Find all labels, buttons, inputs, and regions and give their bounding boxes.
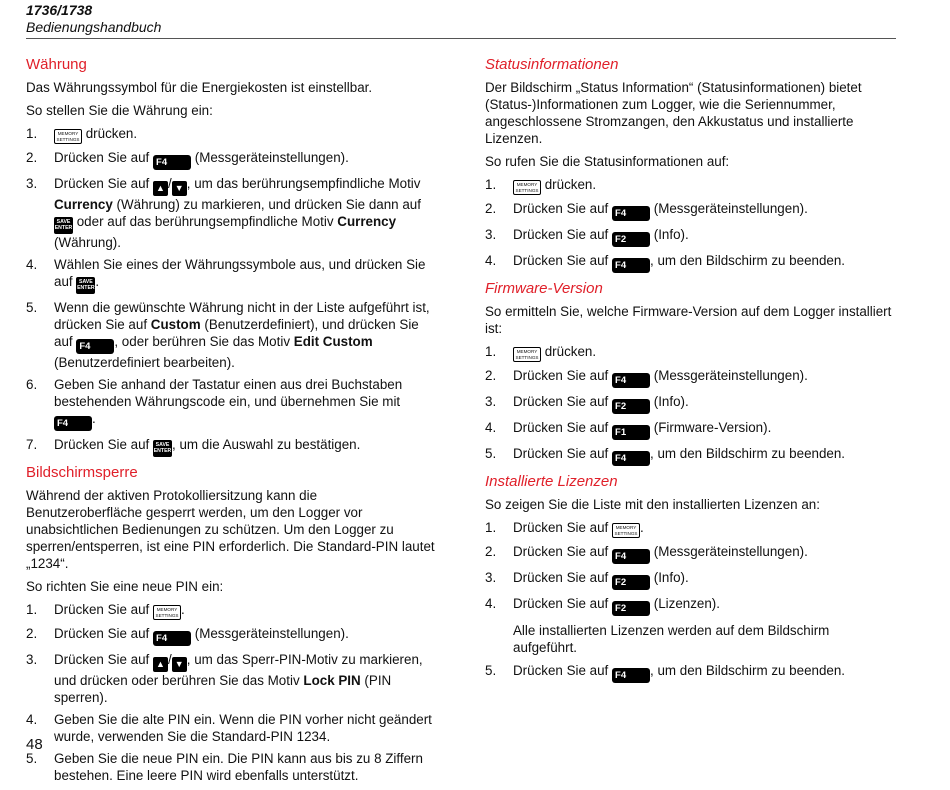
step: 2. Drücken Sie auf F4 (Messgeräteinstellungen). xyxy=(485,544,808,562)
step: 1. MEMORY SETTINGS drücken. xyxy=(485,344,597,360)
memory-settings-key-icon: MEMORY SETTINGS xyxy=(54,129,82,144)
section-firmware-version xyxy=(485,279,895,466)
step: 4. Wählen Sie eines der Währungssymbole aus, und drücken Sie auf SAVE ENTER. xyxy=(26,256,436,294)
down-arrow-key-icon: ▼ xyxy=(172,657,187,672)
step: 2. Drücken Sie auf F4 (Messgeräteinstellungen). xyxy=(485,201,808,219)
heading-statusinformationen: Statusinformationen xyxy=(485,56,619,73)
paragraph: So rufen Sie die Statusinformationen auf: xyxy=(485,154,730,169)
save-enter-key-icon: SAVE ENTER xyxy=(54,217,73,234)
step: 2. Drücken Sie auf F4 (Messgeräteinstellungen). xyxy=(26,150,349,168)
step: 3. Drücken Sie auf ▲ / ▼ , um das Sperr-PIN-Motiv zu markieren, und drücken oder berühren Sie das Motiv Lock PIN (PIN sperren). xyxy=(26,652,423,705)
step: 1. MEMORY SETTINGS drücken. xyxy=(485,177,597,193)
paragraph: So stellen Sie die Währung ein: xyxy=(26,103,213,118)
f4-key-icon: F4 xyxy=(612,451,650,466)
f4-key-icon: F4 xyxy=(76,339,114,354)
save-enter-key-icon: SAVE ENTER xyxy=(76,277,95,294)
heading-bildschirmsperre: Bildschirmsperre xyxy=(26,464,138,481)
step: 5. Wenn die gewünschte Währung nicht in der Liste aufgeführt ist, drücken Sie auf Custom (Benutzerdefiniert), und drücken Sie auf F4 , oder berühren Sie das Motiv Edit Custom (Benutzerdefiniert bearbeiten). xyxy=(26,300,430,370)
f4-key-icon: F4 xyxy=(612,549,650,564)
model-number: 1736/1738 xyxy=(26,2,93,18)
heading-installierte-lizenzen: Installierte Lizenzen xyxy=(485,473,618,490)
f4-key-icon: F4 xyxy=(612,258,650,273)
f2-key-icon: F2 xyxy=(612,575,650,590)
step-list xyxy=(26,601,436,784)
memory-settings-key-icon: MEMORY SETTINGS xyxy=(153,605,181,620)
step: 6. Geben Sie anhand der Tastatur einen aus drei Buchstaben bestehenden Währungscode ein, und übernehmen Sie mit F4 . xyxy=(26,377,403,429)
step: 7. Drücken Sie auf SAVE ENTER, um die Auswahl zu bestätigen. xyxy=(26,436,436,457)
up-arrow-key-icon: ▲ xyxy=(153,181,168,196)
paragraph: Während der aktiven Protokolliersitzung kann die Benutzeroberfläche gesperrt werden, um den Logger vor unabsichtlichen Bedienungen zu schützen. Um den Logger zu sperren/entsperren, ist eine PIN erforderlich. Die Standard-PIN lautet „1234“. xyxy=(26,488,435,571)
step: 1. Drücken Sie auf MEMORY SETTINGS . xyxy=(26,602,185,618)
f2-key-icon: F2 xyxy=(612,399,650,414)
section-waehrung xyxy=(26,55,436,457)
step: 5. Geben Sie die neue PIN ein. Die PIN kann aus bis zu 8 Ziffern bestehen. Eine leere PIN wird ebenfalls unterstützt. xyxy=(26,751,423,783)
section-statusinformationen xyxy=(485,55,895,273)
f4-key-icon: F4 xyxy=(612,373,650,388)
step: 3. Drücken Sie auf F2 (Info). xyxy=(485,570,689,588)
paragraph: So zeigen Sie die Liste mit den installierten Lizenzen an: xyxy=(485,497,820,512)
up-arrow-key-icon: ▲ xyxy=(153,657,168,672)
step: 1. MEMORY SETTINGS drücken. xyxy=(26,126,138,142)
running-header xyxy=(26,2,161,36)
f4-key-icon: F4 xyxy=(153,155,191,170)
step: 4. Geben Sie die alte PIN ein. Wenn die PIN vorher nicht geändert wurde, verwenden Sie die Standard-PIN 1234. xyxy=(26,712,432,744)
step: 3. Drücken Sie auf F2 (Info). xyxy=(485,227,689,245)
f4-key-icon: F4 xyxy=(612,668,650,683)
step: 1. Drücken Sie auf MEMORY SETTINGS . xyxy=(485,520,644,536)
step: 4. Drücken Sie auf F4 , um den Bildschirm zu beenden. xyxy=(485,253,846,271)
memory-settings-key-icon: MEMORY SETTINGS xyxy=(513,180,541,195)
f2-key-icon: F2 xyxy=(612,232,650,247)
section-installierte-lizenzen xyxy=(485,472,895,683)
section-bildschirmsperre xyxy=(26,463,436,784)
paragraph: Der Bildschirm „Status Information“ (Statusinformationen) bietet (Status-)Informationen zum Logger, wie die Seriennummer, angeschlossene Stromzangen, den Akkustatus und installierte Lizenzen. xyxy=(485,80,862,146)
step-list xyxy=(26,125,436,457)
step-list xyxy=(485,519,895,616)
step-list xyxy=(485,343,895,466)
f2-key-icon: F2 xyxy=(612,601,650,616)
step: 2. Drücken Sie auf F4 (Messgeräteinstellungen). xyxy=(26,626,349,644)
note: Alle installierten Lizenzen werden auf dem Bildschirm aufgeführt. xyxy=(513,623,830,655)
heading-waehrung: Währung xyxy=(26,56,87,73)
step: 5. Drücken Sie auf F4 , um den Bildschirm zu beenden. xyxy=(485,446,846,464)
page-number: 48 xyxy=(26,736,43,753)
heading-firmware-version: Firmware-Version xyxy=(485,280,603,297)
memory-settings-key-icon: MEMORY SETTINGS xyxy=(513,347,541,362)
step: 4. Drücken Sie auf F2 (Lizenzen). xyxy=(485,596,720,614)
step-list xyxy=(485,662,895,683)
step: 3. Drücken Sie auf F2 (Info). xyxy=(485,394,689,412)
f1-key-icon: F1 xyxy=(612,425,650,440)
f4-key-icon: F4 xyxy=(612,206,650,221)
memory-settings-key-icon: MEMORY SETTINGS xyxy=(612,523,640,538)
f4-key-icon: F4 xyxy=(153,631,191,646)
down-arrow-key-icon: ▼ xyxy=(172,181,187,196)
step-list xyxy=(485,176,895,273)
manual-title: Bedienungshandbuch xyxy=(26,19,162,35)
paragraph: So richten Sie eine neue PIN ein: xyxy=(26,579,224,594)
right-column xyxy=(485,55,895,689)
step: 5. Drücken Sie auf F4 , um den Bildschirm zu beenden. xyxy=(485,663,846,681)
save-enter-key-icon: SAVE ENTER xyxy=(153,440,172,457)
f4-key-icon: F4 xyxy=(54,416,92,431)
paragraph: Das Währungssymbol für die Energiekosten ist einstellbar. xyxy=(26,80,373,95)
header-rule xyxy=(26,38,896,39)
step: 2. Drücken Sie auf F4 (Messgeräteinstellungen). xyxy=(485,368,808,386)
left-column xyxy=(26,55,436,790)
paragraph: So ermitteln Sie, welche Firmware-Version auf dem Logger installiert ist: xyxy=(485,304,892,336)
step: 3. Drücken Sie auf ▲ / ▼ , um das berührungsempfindliche Motiv Currency (Währung) zu markieren, und drücken Sie dann auf SAVE ENTER oder auf das berührungsempfindliche Motiv Currency (Währung). xyxy=(26,176,421,250)
step: 4. Drücken Sie auf F1 (Firmware-Version). xyxy=(485,420,772,438)
